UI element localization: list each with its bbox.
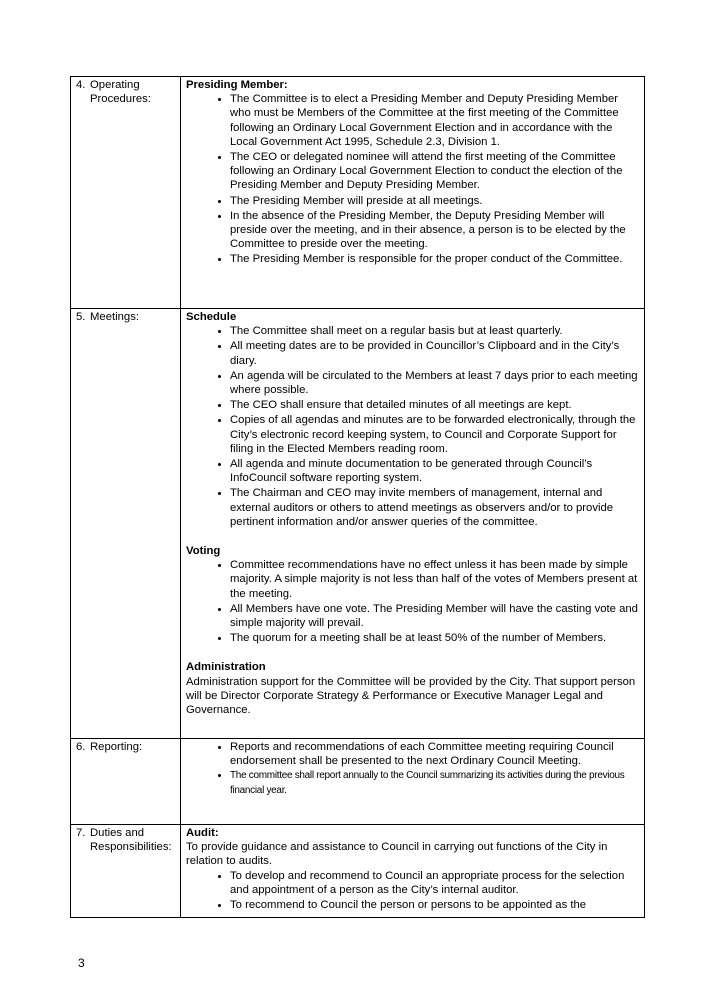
row-number: 4. xyxy=(76,79,86,91)
terms-of-reference-table xyxy=(70,76,645,918)
list-item: • The Committee shall meet on a regular basis but at least quarterly. xyxy=(230,324,640,338)
list-item: • In the absence of the Presiding Member, the Deputy Presiding Member will preside over the meeting, and in their absence, a person is to be elected by the Committee to preside over the meeting. xyxy=(230,209,640,252)
table-row-reporting xyxy=(71,739,645,825)
list-item: • The CEO shall ensure that detailed minutes of all meetings are kept. xyxy=(230,398,640,412)
spacer xyxy=(186,530,640,544)
list-item: • An agenda will be circulated to the Members at least 7 days prior to each meeting where possible. xyxy=(230,369,640,397)
list-item: • The CEO or delegated nominee will attend the first meeting of the Committee following an Ordinary Local Government Election to conduct the election of the Presiding Member and Deputy Presiding Member. xyxy=(230,150,640,193)
bullet-list-reporting xyxy=(186,740,640,798)
list-item: • The Committee is to elect a Presiding Member and Deputy Presiding Member who must be Members of the Committee at the first meeting of the Committee following an Ordinary Local Government Election and in accordance with the Local Government Act 1995, Schedule 2.3, Division 1. xyxy=(230,92,640,149)
row-content-cell xyxy=(181,77,645,309)
section-heading-audit: Audit: xyxy=(186,827,219,839)
administration-paragraph: Administration support for the Committee will be provided by the City. That support person will be Director Corporate Strategy & Performance or Executive Manager Legal and Governance. xyxy=(186,675,636,717)
list-item: • The Presiding Member is responsible for the proper conduct of the Committee. xyxy=(230,252,640,266)
row-label-cell xyxy=(71,77,181,309)
bullet-list-audit xyxy=(186,869,640,913)
row-label: Operating Procedures: xyxy=(90,79,151,106)
bullet-list-presiding-member xyxy=(186,92,640,266)
list-item: • All meeting dates are to be provided in Councillor’s Clipboard and in the City’s diary. xyxy=(230,339,640,367)
audit-paragraph: To provide guidance and assistance to Council in carrying out functions of the City in relation to audits. xyxy=(186,841,608,868)
row-label-cell xyxy=(71,825,181,918)
list-item: • To develop and recommend to Council an appropriate process for the selection and appointment of a person as the City’s internal auditor. xyxy=(230,869,640,897)
row-content-cell xyxy=(181,739,645,825)
list-item: • All Members have one vote. The Presiding Member will have the casting vote and simple majority will prevail. xyxy=(230,602,640,630)
bullet-list-voting xyxy=(186,558,640,645)
section-heading-voting: Voting xyxy=(186,545,221,558)
row-content-cell xyxy=(181,309,645,739)
row-label-cell xyxy=(71,309,181,739)
list-item: • Committee recommendations have no effect unless it has been made by simple majority. A simple majority is not less than half of the votes of Members present at the meeting. xyxy=(230,558,640,601)
list-item: • The Presiding Member will preside at all meetings. xyxy=(230,194,640,208)
spacer xyxy=(186,646,640,660)
row-label: Reporting: xyxy=(90,741,143,753)
list-item: • Reports and recommendations of each Committee meeting requiring Council endorsement shall be presented to the next Ordinary Council Meeting. xyxy=(230,740,640,768)
section-heading-administration: Administration xyxy=(186,661,266,674)
list-item: • The committee shall report annually to the Council summarizing its activities during the previous financial year. xyxy=(230,769,640,797)
list-item: • All agenda and minute documentation to be generated through Council’s InfoCouncil software reporting system. xyxy=(230,457,640,485)
list-item: • To recommend to Council the person or persons to be appointed as the xyxy=(230,898,640,912)
table-row-duties-and-responsibilities xyxy=(71,825,645,918)
row-number: 5. xyxy=(76,311,86,323)
bullet-list-schedule xyxy=(186,324,640,529)
list-item: • Copies of all agendas and minutes are to be forwarded electronically, through the City’s electronic record keeping system, to Council and Corporate Support for filing in the Elected Members reading room. xyxy=(230,413,640,456)
row-number: 7. xyxy=(76,827,86,839)
row-label: Duties and Responsibilities: xyxy=(90,827,172,854)
list-item: • The Chairman and CEO may invite members of management, internal and external auditors or others to attend meetings as observers and/or to provide pertinent information and/or answer queries of the committee. xyxy=(230,486,640,529)
row-label-cell xyxy=(71,739,181,825)
section-heading-schedule: Schedule xyxy=(186,311,237,323)
row-label: Meetings: xyxy=(90,311,139,323)
section-heading-presiding-member: Presiding Member: xyxy=(186,79,288,91)
page-number: 3 xyxy=(78,956,85,970)
list-item: • The quorum for a meeting shall be at least 50% of the number of Members. xyxy=(230,631,640,645)
row-content-cell xyxy=(181,825,645,918)
table-row-operating-procedures xyxy=(71,77,645,309)
table-row-meetings xyxy=(71,309,645,739)
row-number: 6. xyxy=(76,741,86,753)
